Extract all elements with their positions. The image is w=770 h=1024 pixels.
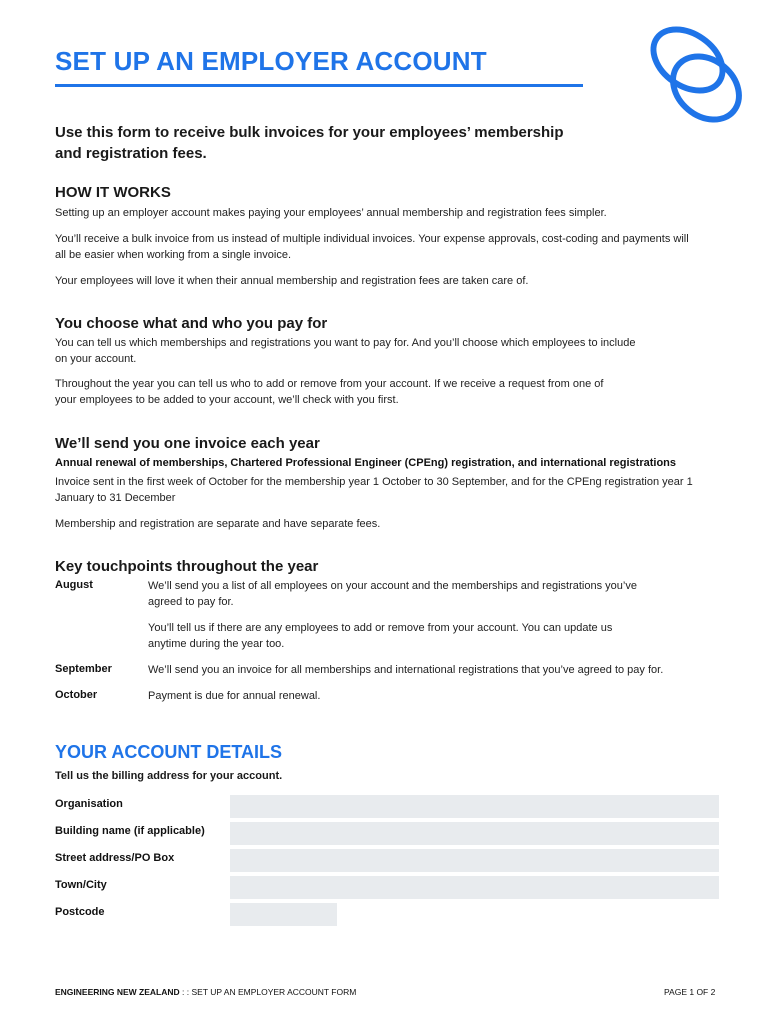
touchpoint-september-text: We’ll send you an invoice for all memberships and international registrations that you’ve agreed to pay for.	[148, 664, 664, 676]
footer-form-name: SET UP AN EMPLOYER ACCOUNT FORM	[191, 987, 357, 997]
billing-prompt: Tell us the billing address for your account.	[55, 770, 283, 782]
town-city-label: Town/City	[55, 879, 107, 891]
choose-heading: You choose what and who you pay for	[55, 315, 328, 332]
invoice-p1: Invoice sent in the first week of October for the membership year 1 October to 30 September, and for the CPEng registration year 1 January to 31 December	[55, 476, 693, 504]
building-name-field[interactable]	[230, 822, 719, 845]
touchpoint-october-text: Payment is due for annual renewal.	[148, 690, 321, 702]
footer-left	[55, 987, 356, 997]
touchpoint-august-text-2: You’ll tell us if there are any employees to add or remove from your account. You can update us anytime during the year too.	[148, 622, 613, 650]
account-details-heading: YOUR ACCOUNT DETAILS	[55, 742, 282, 762]
postcode-field[interactable]	[230, 903, 337, 926]
street-address-field[interactable]	[230, 849, 719, 872]
footer-org: ENGINEERING NEW ZEALAND	[55, 987, 180, 997]
footer-separator: : :	[179, 987, 192, 997]
touchpoint-month-september: September	[55, 663, 112, 675]
engineering-nz-logo-icon	[628, 10, 758, 140]
postcode-label: Postcode	[55, 906, 105, 918]
organisation-field[interactable]	[230, 795, 719, 818]
invoice-subheading: Annual renewal of memberships, Chartered Professional Engineer (CPEng) registration, and international registrations	[55, 457, 677, 469]
touchpoints-heading: Key touchpoints throughout the year	[55, 558, 319, 575]
intro-text: Use this form to receive bulk invoices for your employees’ membership and registration fees.	[55, 124, 564, 162]
page-number: PAGE 1 OF 2	[664, 987, 716, 997]
touchpoint-august-text-1: We’ll send you a list of all employees on your account and the memberships and registrations you’ve agreed to pay for.	[148, 580, 637, 608]
street-address-label: Street address/PO Box	[55, 852, 175, 864]
organisation-label: Organisation	[55, 798, 123, 810]
building-name-label: Building name (if applicable)	[55, 825, 205, 837]
how-it-works-heading: HOW IT WORKS	[55, 184, 171, 201]
touchpoint-month-august: August	[55, 579, 93, 591]
town-city-field[interactable]	[230, 876, 719, 899]
page-title: SET UP AN EMPLOYER ACCOUNT	[55, 46, 487, 76]
how-it-works-p1: Setting up an employer account makes paying your employees’ annual membership and registration fees simpler.	[55, 207, 607, 219]
how-it-works-p2: You’ll receive a bulk invoice from us instead of multiple individual invoices. Your expense approvals, cost-coding and payments will all be easier when working from a single invoice.	[55, 233, 689, 261]
title-rule	[55, 84, 583, 87]
choose-p1: You can tell us which memberships and registrations you want to pay for. And you’ll choose which employees to include on your account.	[55, 337, 636, 365]
invoice-heading: We’ll send you one invoice each year	[55, 435, 320, 452]
invoice-p2: Membership and registration are separate and have separate fees.	[55, 518, 381, 530]
choose-p2: Throughout the year you can tell us who to add or remove from your account. If we receive a request from one of your employees to be added to your account, we’ll check with you first.	[55, 378, 604, 406]
touchpoint-month-october: October	[55, 689, 98, 701]
how-it-works-p3: Your employees will love it when their annual membership and registration fees are taken care of.	[55, 275, 529, 287]
